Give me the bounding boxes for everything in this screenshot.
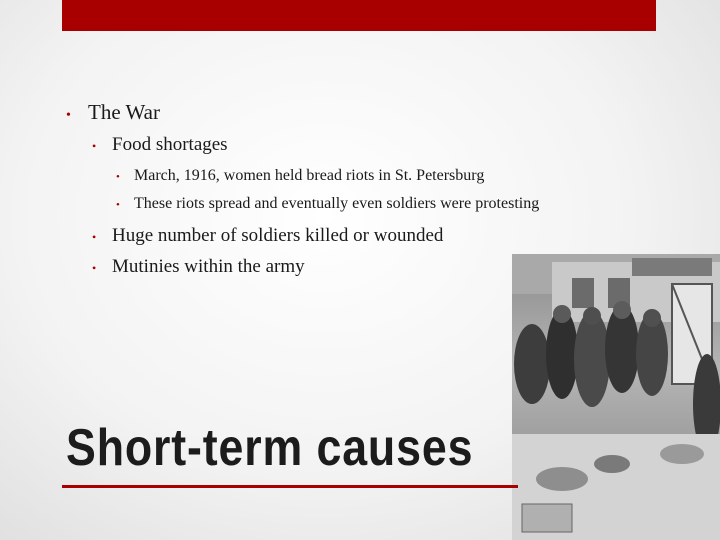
bullet-marker: • <box>116 199 120 211</box>
bullet-item <box>92 256 305 278</box>
bullet-text: Huge number of soldiers killed or wounded <box>112 225 444 246</box>
title-underline <box>62 485 518 488</box>
bullet-item <box>92 225 443 247</box>
bullet-text: The War <box>88 100 160 124</box>
bullet-marker: • <box>92 261 97 275</box>
top-accent-bar <box>62 0 656 31</box>
bullet-marker: • <box>66 108 71 123</box>
bullet-text: March, 1916, women held bread riots in St. Petersburg <box>134 167 485 184</box>
bread-riot-illustration <box>512 254 720 540</box>
bullet-text: These riots spread and eventually even soldiers were protesting <box>134 195 540 212</box>
bullet-marker: • <box>92 230 97 244</box>
bullet-marker: • <box>116 171 120 183</box>
bullet-item <box>116 195 539 213</box>
bullet-item <box>116 167 484 185</box>
slide-title: Short-term causes <box>66 419 474 477</box>
illustration-sketch <box>512 254 720 540</box>
bullet-text: Food shortages <box>112 134 228 155</box>
bullet-text: Mutinies within the army <box>112 256 305 277</box>
bullet-item <box>66 100 160 125</box>
bullet-item <box>92 134 228 156</box>
bullet-marker: • <box>92 139 97 153</box>
